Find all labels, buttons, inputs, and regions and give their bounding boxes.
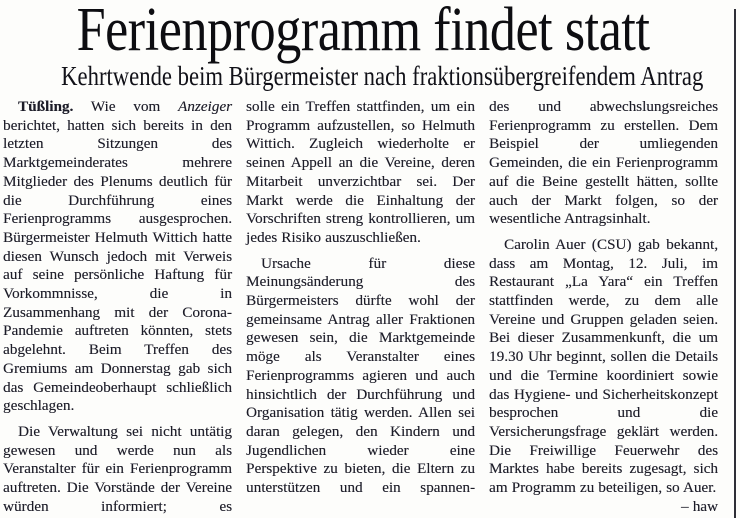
subheadline <box>0 60 726 94</box>
article-header <box>0 0 726 94</box>
paragraph <box>246 255 475 498</box>
headline <box>0 0 726 64</box>
headline-text: Ferienprogramm findet statt <box>76 0 650 64</box>
subheadline-text: Kehrtwende beim Bürgermeister nach fraktionsübergreifendem Antrag <box>61 61 704 91</box>
text-segment-bold: Tüßling. <box>18 98 74 115</box>
text-segment-normal: solle ein Treffen stattfinden, um ein Programm aufzustellen, so Helmuth Wittich. Zugleich wiederholte er seinen Appell an die Vereine, deren Mitarbeit unverzichtbar sei. Der Markt werde die Einhaltung der Vorschriften streng kontrollieren, um jedes Risiko auszuschließen. <box>246 98 475 246</box>
paragraph <box>3 98 232 416</box>
author-initials: – haw <box>681 497 718 515</box>
text-segment-normal: Wie vom <box>73 98 178 115</box>
paragraph <box>3 423 232 517</box>
article-column-1 <box>3 98 232 518</box>
text-segment-normal: Carolin Auer (CSU) gab bekannt, dass am Montag, 12. Juli, im Restaurant „La Yara“ ein Treffen stattfinden werde, zu dem alle Vereine und Gruppen geladen seien. Bei dieser Zusammenkunft, die um 19.30 Uhr beginnt, sollen die Details und die Termine koordiniert sowie das Hygiene- und Sicherheitskonzept besprochen und die Versicherungsfrage geklärt werden. Die Freiwillige Feuerwehr des Marktes habe bereits zugesagt, sich am Programm zu beteiligen, so Auer. <box>489 235 718 497</box>
text-segment-normal: des und abwechslungsreiches Ferienprogramm zu erstellen. Dem Beispiel der umliegenden Gemeinden, die ein Ferienprogramm auf die Beine gestellt hätten, sollte auch der Markt folgen, so der wesentliche Antragsinhalt. <box>489 98 718 228</box>
paragraph <box>489 98 718 229</box>
article-column-2 <box>246 98 475 518</box>
text-segment-normal: Die Verwaltung sei nicht untätig gewesen und werde nun als Veranstalter für ein Ferienprogramm auftreten. Die Vorstände der Vereine würden informiert; es <box>3 422 232 515</box>
column-divider-rule <box>734 9 736 518</box>
text-segment-normal: Ursache für diese Meinungsänderung des Bürgermeisters dürfte wohl der gemeinsame Antrag aller Fraktionen gewesen sein, die Marktgemeinde möge als Veranstalter eines Ferienprogramms agieren und auch hinsichtlich der Durchführung und Organisation tätig werden. Allen sei daran gelegen, den Kindern und Jugendlichen wieder eine Perspektive zu bieten, die Eltern zu unterstützen und ein spannen- <box>246 254 475 497</box>
article-column-3 <box>489 98 718 518</box>
text-segment-italic: Anzeiger <box>178 98 232 115</box>
article-body <box>3 98 719 518</box>
text-segment-normal: berichtet, hatten sich bereits in den letzten Sitzungen des Marktgemeinderates mehrere Mitglieder des Plenums deutlich für die Durchführung eines Ferienprogramms ausgesprochen. Bürgermeister Helmuth Wittich hatte diesen Wunsch jedoch mit Verweis auf seine persönliche Haftung für Vorkommnisse, die in Zusammenhang mit der Corona-Pandemie auftreten könnten, stets abgelehnt. Beim Treffen des Gremiums am Donnerstag gab sich das Gemeindeoberhaupt schließlich geschlagen. <box>3 116 232 415</box>
paragraph <box>489 235 718 515</box>
paragraph <box>246 98 475 248</box>
